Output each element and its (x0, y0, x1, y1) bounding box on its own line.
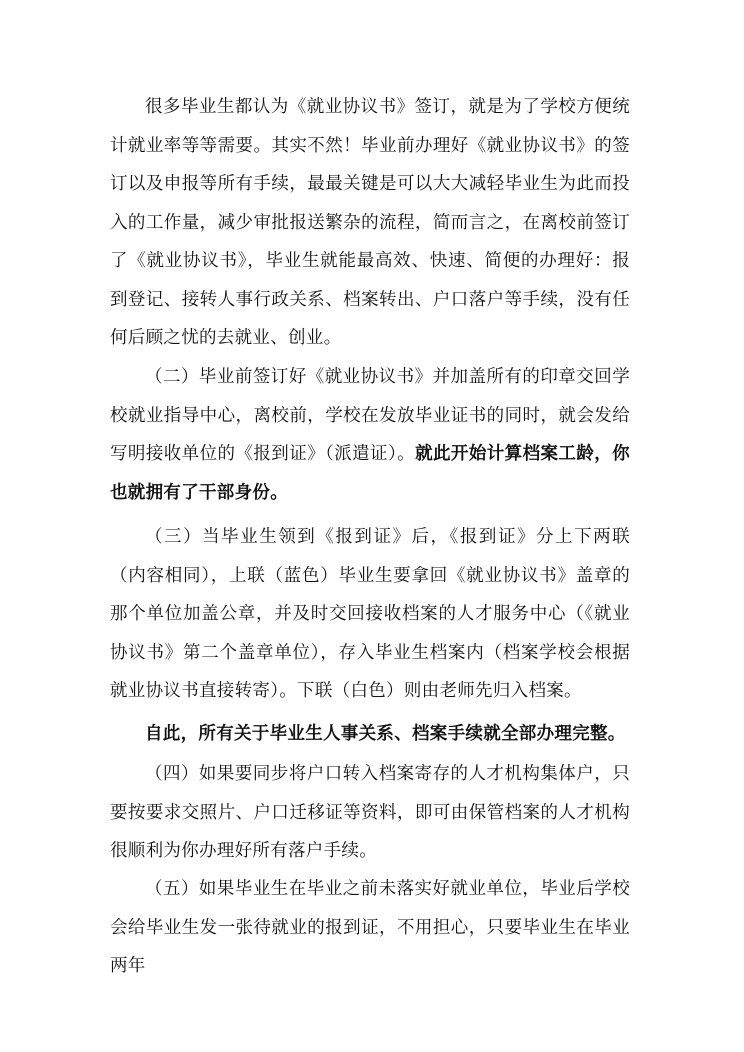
paragraph-summary-bold (110, 715, 630, 754)
paragraph-step-five (110, 870, 630, 986)
paragraph-text: （五）如果毕业生在毕业之前未落实好就业单位，毕业后学校会给毕业生发一张待就业的报到证，不用担心，只要毕业生在毕业两年 (110, 879, 630, 976)
paragraph-text: 很多毕业生都认为《就业协议书》签订，就是为了学校方便统计就业率等等需要。其实不然！毕业前办理好《就业协议书》的签订以及申报等所有手续，最最关键是可以大大减轻毕业生为此而投入的工作量，减少审批报送繁杂的流程，简而言之，在离校前签订了《就业协议书》，毕业生就能最高效、快速、简便的办理好：报到登记、接转人事行政关系、档案转出、户口落户等手续，没有任何后顾之忧的去就业、创业。 (110, 97, 630, 348)
paragraph-bold-text: 就此开始计算档案工龄，你也就拥有了干部身份。 (110, 444, 630, 503)
paragraph-bold-text: 自此，所有关于毕业生人事关系、档案手续就全部办理完整。 (145, 724, 626, 744)
paragraph-step-three (110, 518, 630, 711)
paragraph-text: （四）如果要同步将户口转入档案寄存的人才机构集体户，只要按要求交照片、户口迁移证等资料，即可由保管档案的人才机构很顺利为你办理好所有落户手续。 (110, 764, 630, 861)
paragraph-employment-agreement-intro (110, 88, 630, 358)
paragraph-text: （二）毕业前签订好《就业协议书》并加盖所有的印章交回学校就业指导中心，离校前，学校在发放毕业证书的同时，就会发给写明接收单位的《报到证》（派遣证）。 (110, 367, 630, 464)
paragraph-step-two (110, 358, 630, 512)
paragraph-text: （三）当毕业生领到《报到证》后，《报到证》分上下两联（内容相同），上联（蓝色）毕业生要拿回《就业协议书》盖章的那个单位加盖公章，并及时交回接收档案的人才服务中心（《就业协议书》第二个盖章单位），存入毕业生档案内（档案学校会根据就业协议书直接转寄）。下联（白色）则由老师先归入档案。 (110, 527, 630, 701)
paragraph-step-four (110, 755, 630, 871)
